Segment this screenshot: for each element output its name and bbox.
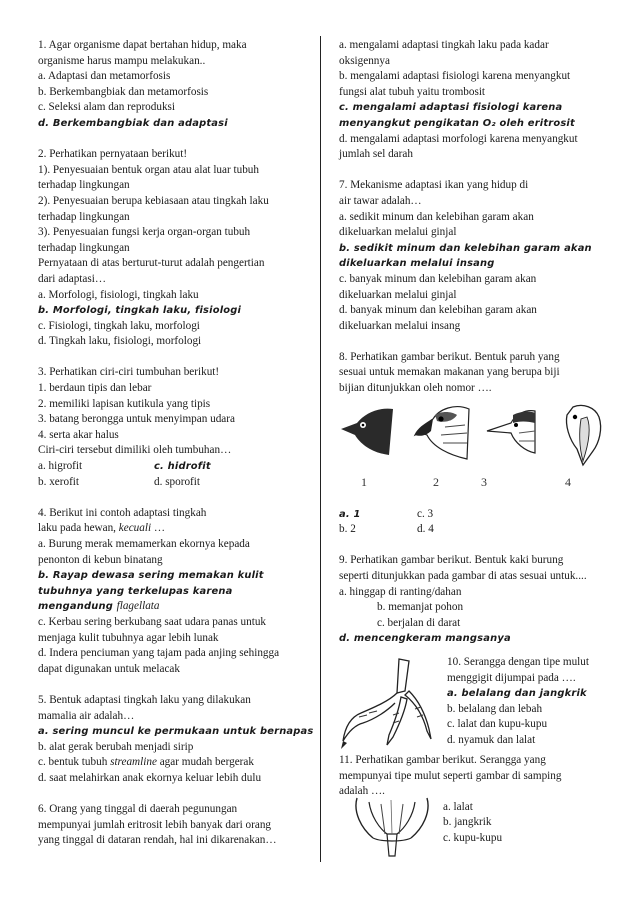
q3-line: 1. berdaun tipis dan lebar [38, 382, 152, 395]
q2-line: 2. Perhatikan pernyataan berikut! [38, 148, 188, 161]
q8-option-a-answer: a. 1 [339, 508, 361, 520]
q5-stem-1: 5. Bentuk adaptasi tingkah laku yang dilakukan [38, 693, 251, 706]
q2-line: terhadap lingkungan [38, 179, 130, 192]
q3-line: 3. batang berongga untuk menyimpan udara [38, 413, 235, 426]
q7-option-c-cont: dikeluarkan melalui ginjal [339, 288, 457, 301]
beak-label-1: 1 [361, 474, 367, 489]
insect-mouthpart-image [351, 794, 433, 858]
q6-option-a-cont: oksigennya [339, 54, 390, 67]
q11-option-c: c. kupu-kupu [443, 831, 503, 844]
q6-stem-1: 6. Orang yang tinggal di daerah pegunungan [38, 803, 238, 816]
q4-stem-2-ellipsis: … [151, 522, 166, 535]
q4-option-a: a. Burung merak memamerkan ekornya kepada [38, 538, 250, 550]
question-2 [38, 147, 306, 350]
q2-option-a: a. Morfologi, fisiologi, tingkah laku [38, 288, 199, 301]
column-divider [320, 36, 321, 862]
right-column [339, 38, 609, 858]
q5-option-c-text-end: agar mudah bergerak [156, 756, 254, 769]
q6-option-d: d. mengalami adaptasi morfologi karena menyangkut [339, 132, 578, 145]
q7-stem-1: 7. Mekanisme adaptasi ikan yang hidup di [339, 179, 529, 192]
q4-option-d-cont: dapat digunakan untuk melacak [38, 662, 180, 675]
q4-stem-2-kecuali: kecuali [118, 522, 152, 535]
q8-option-c: c. 3 [417, 507, 434, 520]
q4-stem-1: 4. Berikut ini contoh adaptasi tingkah [38, 506, 207, 519]
q6-option-a: a. mengalami adaptasi tingkah laku pada kadar [339, 39, 549, 51]
q8-stem-2: sesuai untuk memakan makanan yang berupa biji [339, 366, 560, 379]
beak-4-image [553, 403, 609, 469]
beak-3-image [485, 409, 537, 455]
q6-option-c-answer: c. mengalami adaptasi fisiologi karena [339, 102, 563, 114]
q4-stem-2-text: laku pada hewan, [38, 522, 119, 535]
q2-line: terhadap lingkungan [38, 210, 130, 223]
q2-option-d: d. Tingkah laku, fisiologi, morfologi [38, 335, 202, 348]
question-5 [38, 693, 314, 787]
q9-stem-1: 9. Perhatikan gambar berikut. Bentuk kaki burung [339, 554, 564, 567]
beak-label-2: 2 [433, 474, 439, 489]
q1-option-c: c. Seleksi alam dan reproduksi [38, 101, 176, 114]
q7-option-b-answer-cont: dikeluarkan melalui insang [339, 258, 495, 270]
q7-option-a: a. sedikit minum dan kelebihan garam akan [339, 210, 534, 223]
q1-option-b: b. Berkembangbiak dan metamorfosis [38, 85, 209, 98]
q2-option-b-answer: b. Morfologi, tingkah laku, fisiologi [38, 305, 242, 317]
q11-option-b: b. jangkrik [443, 816, 492, 829]
q5-option-b: b. alat gerak berubah menjadi sirip [38, 740, 194, 753]
q4-option-c-cont: menjaga kulit tubuhnya agar lebih lunak [38, 631, 219, 644]
question-4 [38, 506, 306, 678]
q9-option-d-answer: d. mencengkeram mangsanya [339, 633, 511, 645]
q4-option-b-answer: b. Rayap dewasa sering memakan kulit [38, 570, 264, 582]
q4-stem-2 [38, 521, 306, 537]
q4-option-b-answer-cont: mengandung [38, 601, 117, 613]
q6-option-b-cont: fungsi alat tubuh yaitu trombosit [339, 85, 486, 98]
q9-option-a: a. hinggap di ranting/dahan [339, 585, 462, 598]
question-6-options [339, 38, 609, 163]
q11-stem-1: 11. Perhatikan gambar berikut. Serangga yang [339, 754, 546, 766]
q7-option-d: d. banyak minum dan kelebihan garam akan [339, 304, 537, 317]
q1-option-d-answer: d. Berkembangbiak dan adaptasi [38, 117, 228, 129]
q10-option-d: d. nyamuk dan lalat [447, 733, 536, 746]
q4-option-b-answer-cont: tubuhnya yang terkelupas karena [38, 585, 233, 597]
q6-option-b: b. mengalami adaptasi fisiologi karena menyangkut [339, 70, 571, 83]
beak-label-3: 3 [481, 474, 487, 489]
q5-option-c-text: c. bentuk tubuh [38, 756, 111, 769]
left-column [38, 38, 314, 849]
q4-option-a-cont: penonton di kebun binatang [38, 553, 163, 566]
q8-option-d: d. 4 [417, 523, 434, 536]
bird-foot-image [339, 657, 435, 753]
q8-stem-1: 8. Perhatikan gambar berikut. Bentuk paruh yang [339, 350, 560, 363]
q9-option-c: c. berjalan di darat [377, 616, 461, 629]
q8-option-b: b. 2 [339, 523, 356, 536]
q2-option-c: c. Fisiologi, tingkah laku, morfologi [38, 319, 200, 332]
q2-line: dari adaptasi… [38, 272, 107, 285]
q8-stem-3: bijian ditunjukkan oleh nomor …. [339, 382, 492, 395]
q1-stem-2: organisme harus mampu melakukan.. [38, 54, 206, 67]
q7-stem-2: air tawar adalah… [339, 194, 422, 207]
q3-line: 2. memiliki lapisan kutikula yang tipis [38, 397, 211, 410]
beak-2-image [411, 403, 471, 461]
q2-line: 3). Penyesuaian fungsi kerja organ-organ tubuh [38, 226, 251, 239]
question-7 [339, 178, 609, 334]
q3-option-d: d. sporofit [154, 475, 200, 488]
question-8 [339, 350, 609, 538]
q7-option-b-answer: b. sedikit minum dan kelebihan garam akan [339, 242, 592, 254]
q2-line: 1). Penyesuaian bentuk organ atau alat luar tubuh [38, 163, 259, 176]
q4-option-d: d. Indera penciuman yang tajam pada anjing sehingga [38, 647, 280, 660]
q3-line: Ciri-ciri tersebut dimiliki oleh tumbuhan… [38, 444, 232, 457]
question-6 [38, 802, 306, 849]
q5-stem-2: mamalia air adalah… [38, 709, 135, 722]
q10-stem-2: menggigit dijumpai pada …. [447, 671, 576, 684]
q4-option-c: c. Kerbau sering berkubang saat udara panas untuk [38, 615, 267, 628]
q3-option-b: b. xerofit [38, 475, 80, 488]
q2-line: Pernyataan di atas berturut-turut adalah pengertian [38, 257, 265, 270]
q3-line: 3. Perhatikan ciri-ciri tumbuhan berikut! [38, 366, 220, 379]
q11-option-a: a. lalat [443, 800, 473, 813]
q6-option-d-cont: jumlah sel darah [339, 148, 413, 161]
q6-option-c-answer-cont: menyangkut pengikatan O₂ oleh eritrosit [339, 117, 575, 129]
q9-stem-2: seperti ditunjukkan pada gambar di atas sesuai untuk.... [339, 570, 587, 583]
q7-option-d-cont: dikeluarkan melalui insang [339, 319, 461, 332]
q9-option-b: b. memanjat pohon [377, 601, 464, 614]
q1-stem-1: 1. Agar organisme dapat bertahan hidup, maka [38, 39, 247, 51]
q5-option-a-answer: a. sering muncul ke permukaan untuk bernapas [38, 726, 314, 738]
q1-option-a: a. Adaptasi dan metamorfosis [38, 70, 171, 83]
q4-flagellata: flagellata [116, 600, 160, 613]
q2-line: terhadap lingkungan [38, 241, 130, 254]
q5-streamline: streamline [110, 756, 157, 769]
question-10-block [339, 655, 609, 753]
q2-line: 2). Penyesuaian berupa kebiasaan atau tingkah laku [38, 194, 269, 207]
q10-option-c: c. lalat dan kupu-kupu [447, 718, 548, 731]
question-1 [38, 38, 306, 132]
question-3 [38, 365, 306, 490]
bird-beaks-figure [339, 403, 609, 503]
beak-1-image [339, 405, 395, 457]
question-11 [339, 753, 609, 858]
q6-stem-3: yang tinggal di dataran rendah, hal ini dikarenakan… [38, 834, 277, 847]
q11-stem-3: adalah …. [339, 785, 385, 798]
question-9 [339, 553, 609, 647]
q3-option-a: a. higrofit [38, 460, 83, 473]
beak-label-4: 4 [565, 474, 571, 489]
q5-option-c [38, 755, 306, 771]
q7-option-a-cont: dikeluarkan melalui ginjal [339, 226, 457, 239]
q10-stem-1: 10. Serangga dengan tipe mulut [447, 656, 589, 668]
q7-option-c: c. banyak minum dan kelebihan garam akan [339, 272, 537, 285]
q3-line: 4. serta akar halus [38, 428, 119, 441]
q3-option-c-answer: c. hidrofit [154, 461, 211, 473]
q11-stem-2: mempunyai tipe mulut seperti gambar di samping [339, 769, 562, 782]
q5-option-d: d. saat melahirkan anak ekornya keluar lebih dulu [38, 771, 262, 784]
q6-stem-2: mempunyai jumlah eritrosit lebih banyak dari orang [38, 818, 272, 831]
q10-option-a-answer: a. belalang dan jangkrik [447, 688, 587, 700]
q10-option-b: b. belalang dan lebah [447, 702, 543, 715]
